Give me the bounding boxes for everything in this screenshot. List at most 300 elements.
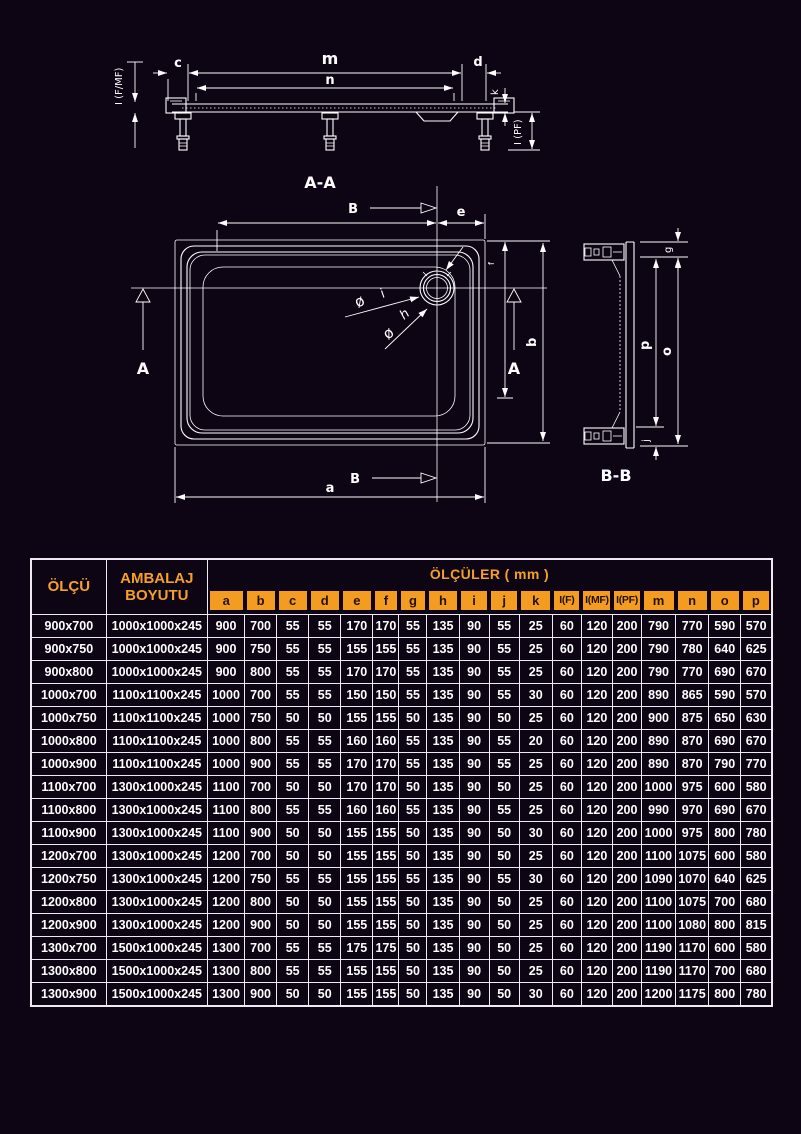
value-cell: 55 [309,799,341,822]
value-cell: 55 [489,868,519,891]
value-cell: 90 [459,960,489,983]
table-row [31,845,772,868]
value-cell: 580 [741,937,772,960]
size-spec-table [30,558,773,1007]
value-cell: 175 [373,937,399,960]
value-cell: 800 [709,914,741,937]
value-cell: 200 [612,799,641,822]
value-cell: 50 [277,707,309,730]
value-cell: 60 [552,753,581,776]
value-cell: 750 [245,638,277,661]
value-cell: 155 [373,707,399,730]
value-cell: 120 [581,822,612,845]
value-cell: 160 [373,730,399,753]
value-cell: 25 [519,914,552,937]
value-cell: 60 [552,983,581,1007]
value-cell: 1100 [642,845,676,868]
value-cell: 770 [676,661,709,684]
value-cell: 55 [277,730,309,753]
value-cell: 580 [741,845,772,868]
dim-label-i: i [377,286,389,302]
value-cell: 155 [373,868,399,891]
package-cell: 1000x1000x245 [106,615,207,638]
size-cell: 1200x700 [31,845,106,868]
value-cell: 55 [277,753,309,776]
value-cell: 990 [642,799,676,822]
dim-col-p: p [741,588,772,615]
dim-label-m: m [321,49,339,68]
value-cell: 750 [245,868,277,891]
table-row [31,684,772,707]
section-aa-view [114,49,540,192]
size-cell: 1100x900 [31,822,106,845]
value-cell: 155 [341,707,373,730]
value-cell: 600 [709,776,741,799]
value-cell: 50 [399,914,427,937]
value-cell: 200 [612,914,641,937]
tray-leg-left [175,113,191,150]
value-cell: 170 [373,615,399,638]
value-cell: 55 [277,868,309,891]
value-cell: 30 [519,684,552,707]
value-cell: 55 [489,661,519,684]
dim-col-I(F): I(F) [552,588,581,615]
value-cell: 120 [581,730,612,753]
dim-label-n: n [325,73,335,88]
value-cell: 50 [489,845,519,868]
value-cell: 55 [309,615,341,638]
value-cell: 50 [399,960,427,983]
size-cell: 1200x800 [31,891,106,914]
value-cell: 55 [399,799,427,822]
value-cell: 50 [277,914,309,937]
value-cell: 90 [459,799,489,822]
value-cell: 1100 [207,776,244,799]
value-cell: 30 [519,822,552,845]
value-cell: 160 [373,799,399,822]
value-cell: 570 [741,684,772,707]
value-cell: 155 [341,914,373,937]
value-cell: 975 [676,822,709,845]
value-cell: 60 [552,799,581,822]
value-cell: 155 [373,822,399,845]
value-cell: 900 [207,638,244,661]
size-column-header: ÖLÇÜ [31,559,106,615]
value-cell: 780 [741,983,772,1007]
dim-label-b: b [525,337,540,347]
value-cell: 570 [741,615,772,638]
value-cell: 700 [245,845,277,868]
package-cell: 1300x1000x245 [106,799,207,822]
value-cell: 55 [277,615,309,638]
value-cell: 155 [373,638,399,661]
value-cell: 670 [741,661,772,684]
value-cell: 50 [309,776,341,799]
value-cell: 60 [552,684,581,707]
value-cell: 900 [245,983,277,1007]
value-cell: 60 [552,914,581,937]
value-cell: 60 [552,822,581,845]
value-cell: 120 [581,983,612,1007]
value-cell: 600 [709,845,741,868]
value-cell: 155 [341,638,373,661]
value-cell: 120 [581,845,612,868]
dim-col-i: i [459,588,489,615]
size-cell: 1100x800 [31,799,106,822]
value-cell: 90 [459,914,489,937]
value-cell: 1075 [676,891,709,914]
value-cell: 25 [519,960,552,983]
value-cell: 135 [427,868,459,891]
value-cell: 50 [489,937,519,960]
size-cell: 1000x750 [31,707,106,730]
table-row [31,730,772,753]
value-cell: 135 [427,937,459,960]
value-cell: 55 [309,730,341,753]
value-cell: 170 [341,661,373,684]
value-cell: 1175 [676,983,709,1007]
table-row [31,960,772,983]
value-cell: 55 [309,684,341,707]
package-cell: 1100x1100x245 [106,684,207,707]
value-cell: 60 [552,868,581,891]
value-cell: 55 [309,753,341,776]
table-row [31,776,772,799]
table-row [31,983,772,1007]
value-cell: 770 [676,615,709,638]
diameter-symbol-h: ø [379,323,398,344]
value-cell: 50 [399,937,427,960]
value-cell: 50 [309,914,341,937]
value-cell: 200 [612,937,641,960]
value-cell: 1190 [642,960,676,983]
value-cell: 900 [245,753,277,776]
value-cell: 55 [399,615,427,638]
package-cell: 1300x1000x245 [106,776,207,799]
value-cell: 200 [612,845,641,868]
value-cell: 120 [581,638,612,661]
value-cell: 55 [309,960,341,983]
value-cell: 90 [459,615,489,638]
size-cell: 1300x900 [31,983,106,1007]
value-cell: 155 [373,845,399,868]
value-cell: 780 [741,822,772,845]
value-cell: 1200 [207,868,244,891]
value-cell: 970 [676,799,709,822]
value-cell: 1090 [642,868,676,891]
dim-col-I(MF): I(MF) [581,588,612,615]
dim-col-a: a [207,588,244,615]
value-cell: 155 [341,891,373,914]
value-cell: 25 [519,845,552,868]
value-cell: 800 [245,891,277,914]
value-cell: 1070 [676,868,709,891]
table-row [31,937,772,960]
value-cell: 55 [489,730,519,753]
tray-leg-right [477,113,493,150]
value-cell: 770 [741,753,772,776]
dim-col-e: e [341,588,373,615]
value-cell: 800 [709,983,741,1007]
value-cell: 120 [581,615,612,638]
dim-col-b: b [245,588,277,615]
value-cell: 700 [245,776,277,799]
value-cell: 50 [399,983,427,1007]
value-cell: 890 [642,753,676,776]
value-cell: 1000 [207,753,244,776]
dim-col-h: h [427,588,459,615]
value-cell: 650 [709,707,741,730]
value-cell: 50 [399,776,427,799]
value-cell: 155 [373,983,399,1007]
value-cell: 1200 [642,983,676,1007]
value-cell: 200 [612,776,641,799]
value-cell: 135 [427,638,459,661]
section-bb-caption: B-B [600,466,632,485]
package-cell: 1100x1100x245 [106,707,207,730]
table-row [31,891,772,914]
dim-col-d: d [309,588,341,615]
dim-label-l-pf: I (PF) [513,119,524,145]
value-cell: 60 [552,638,581,661]
value-cell: 590 [709,684,741,707]
value-cell: 160 [341,730,373,753]
value-cell: 50 [489,983,519,1007]
value-cell: 200 [612,891,641,914]
package-cell: 1500x1000x245 [106,937,207,960]
value-cell: 50 [277,776,309,799]
dim-label-l-fmf: I (F/MF) [114,67,125,105]
dim-label-o: o [660,347,675,356]
package-cell: 1500x1000x245 [106,960,207,983]
value-cell: 690 [709,661,741,684]
value-cell: 680 [741,891,772,914]
value-cell: 50 [489,914,519,937]
value-cell: 120 [581,868,612,891]
value-cell: 55 [399,868,427,891]
value-cell: 50 [399,707,427,730]
value-cell: 170 [341,776,373,799]
value-cell: 700 [245,615,277,638]
value-cell: 170 [373,776,399,799]
value-cell: 90 [459,822,489,845]
value-cell: 170 [341,753,373,776]
value-cell: 200 [612,868,641,891]
dim-col-m: m [642,588,676,615]
value-cell: 135 [427,845,459,868]
value-cell: 120 [581,914,612,937]
value-cell: 55 [309,868,341,891]
value-cell: 120 [581,960,612,983]
section-marker-a-left: A [136,359,150,378]
value-cell: 900 [207,661,244,684]
value-cell: 625 [741,868,772,891]
value-cell: 135 [427,983,459,1007]
value-cell: 690 [709,799,741,822]
value-cell: 50 [489,707,519,730]
value-cell: 170 [373,661,399,684]
package-cell: 1100x1100x245 [106,753,207,776]
section-marker-b-top: B [348,202,358,217]
dim-label-e: e [456,205,466,220]
value-cell: 790 [709,753,741,776]
value-cell: 50 [309,822,341,845]
dimensions-header: ÖLÇÜLER ( mm ) [207,559,772,588]
value-cell: 200 [612,753,641,776]
value-cell: 160 [341,799,373,822]
value-cell: 90 [459,776,489,799]
value-cell: 790 [642,661,676,684]
value-cell: 50 [277,983,309,1007]
value-cell: 90 [459,707,489,730]
value-cell: 1000 [207,684,244,707]
value-cell: 680 [741,960,772,983]
value-cell: 1100 [642,914,676,937]
size-cell: 1200x900 [31,914,106,937]
shower-tray-technical-drawing [0,0,801,540]
size-cell: 900x750 [31,638,106,661]
value-cell: 870 [676,753,709,776]
value-cell: 640 [709,638,741,661]
value-cell: 700 [709,891,741,914]
table-row [31,615,772,638]
package-cell: 1300x1000x245 [106,822,207,845]
value-cell: 25 [519,707,552,730]
value-cell: 55 [309,638,341,661]
table-row [31,868,772,891]
size-cell: 1200x750 [31,868,106,891]
package-cell: 1300x1000x245 [106,914,207,937]
value-cell: 90 [459,868,489,891]
size-cell: 1000x700 [31,684,106,707]
value-cell: 640 [709,868,741,891]
value-cell: 135 [427,960,459,983]
value-cell: 780 [676,638,709,661]
value-cell: 55 [399,638,427,661]
value-cell: 50 [277,822,309,845]
value-cell: 55 [489,799,519,822]
value-cell: 30 [519,983,552,1007]
value-cell: 120 [581,776,612,799]
value-cell: 200 [612,638,641,661]
size-cell: 900x800 [31,661,106,684]
value-cell: 55 [399,684,427,707]
value-cell: 150 [341,684,373,707]
value-cell: 90 [459,845,489,868]
section-aa-caption: A-A [304,173,336,192]
value-cell: 60 [552,661,581,684]
value-cell: 900 [245,822,277,845]
value-cell: 55 [309,661,341,684]
value-cell: 1200 [207,845,244,868]
value-cell: 60 [552,730,581,753]
value-cell: 170 [373,753,399,776]
value-cell: 60 [552,707,581,730]
value-cell: 135 [427,753,459,776]
table-row [31,914,772,937]
value-cell: 90 [459,891,489,914]
value-cell: 90 [459,937,489,960]
value-cell: 120 [581,799,612,822]
dim-label-k: k [490,89,501,95]
value-cell: 120 [581,661,612,684]
dim-label-p: p [638,340,653,350]
value-cell: 155 [341,845,373,868]
value-cell: 90 [459,753,489,776]
value-cell: 690 [709,730,741,753]
value-cell: 700 [709,960,741,983]
value-cell: 1190 [642,937,676,960]
value-cell: 60 [552,937,581,960]
value-cell: 25 [519,891,552,914]
value-cell: 670 [741,799,772,822]
value-cell: 700 [245,684,277,707]
value-cell: 55 [277,684,309,707]
value-cell: 50 [309,983,341,1007]
value-cell: 55 [399,730,427,753]
dim-label-h: h [396,306,413,324]
value-cell: 60 [552,845,581,868]
value-cell: 50 [489,822,519,845]
table-row [31,822,772,845]
dim-col-n: n [676,588,709,615]
value-cell: 60 [552,776,581,799]
package-cell: 1100x1100x245 [106,730,207,753]
value-cell: 120 [581,684,612,707]
value-cell: 25 [519,937,552,960]
value-cell: 55 [277,638,309,661]
package-cell: 1000x1000x245 [106,638,207,661]
value-cell: 135 [427,799,459,822]
value-cell: 50 [489,891,519,914]
table-row [31,799,772,822]
value-cell: 120 [581,937,612,960]
size-table-body [31,615,772,1007]
value-cell: 155 [373,914,399,937]
value-cell: 135 [427,707,459,730]
value-cell: 1000 [207,707,244,730]
value-cell: 135 [427,615,459,638]
size-cell: 900x700 [31,615,106,638]
package-cell: 1500x1000x245 [106,983,207,1007]
value-cell: 1080 [676,914,709,937]
value-cell: 90 [459,684,489,707]
value-cell: 155 [341,868,373,891]
value-cell: 200 [612,684,641,707]
value-cell: 25 [519,776,552,799]
dim-label-a: a [325,481,335,496]
table-row [31,753,772,776]
value-cell: 25 [519,615,552,638]
dim-col-o: o [709,588,741,615]
value-cell: 60 [552,891,581,914]
package-cell: 1300x1000x245 [106,845,207,868]
tray-leg-center [322,113,338,150]
value-cell: 200 [612,730,641,753]
value-cell: 800 [245,730,277,753]
diameter-symbol-i: ø [351,291,368,312]
dim-col-I(PF): I(PF) [612,588,641,615]
value-cell: 155 [373,891,399,914]
value-cell: 800 [245,661,277,684]
value-cell: 200 [612,983,641,1007]
dim-label-f: f [487,262,496,265]
dim-label-c: c [174,56,182,71]
package-cell: 1000x1000x245 [106,661,207,684]
value-cell: 120 [581,753,612,776]
value-cell: 800 [709,822,741,845]
size-cell: 1300x700 [31,937,106,960]
